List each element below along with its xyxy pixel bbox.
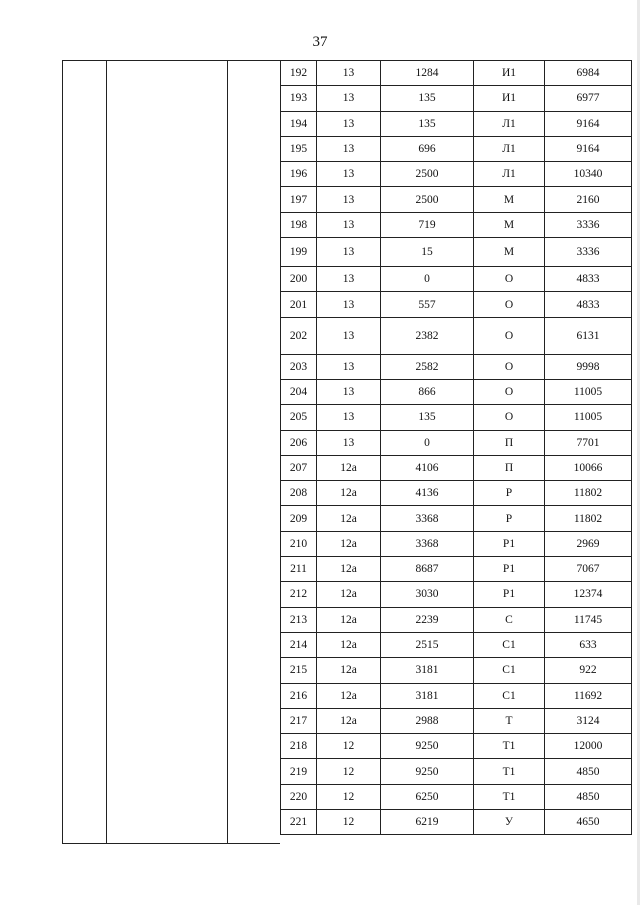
group-cell: 13 [317, 136, 381, 161]
amount-cell: 6984 [545, 61, 632, 86]
code-cell: О [474, 317, 545, 354]
code-cell: Р1 [474, 531, 545, 556]
code-cell: О [474, 267, 545, 292]
table-row [281, 354, 632, 379]
value-cell: 557 [381, 292, 474, 317]
row-number-cell: 207 [281, 455, 317, 480]
code-cell: Л1 [474, 162, 545, 187]
code-cell: Т [474, 708, 545, 733]
value-cell: 2582 [381, 354, 474, 379]
group-cell: 12 [317, 734, 381, 759]
value-cell: 6219 [381, 810, 474, 835]
table-row [281, 430, 632, 455]
amount-cell: 10340 [545, 162, 632, 187]
value-cell: 866 [381, 379, 474, 404]
value-cell: 9250 [381, 734, 474, 759]
group-cell: 13 [317, 212, 381, 237]
table-row [281, 683, 632, 708]
table-row [281, 267, 632, 292]
value-cell: 135 [381, 86, 474, 111]
group-cell: 13 [317, 354, 381, 379]
amount-cell: 11692 [545, 683, 632, 708]
row-number-cell: 220 [281, 784, 317, 809]
amount-cell: 11005 [545, 379, 632, 404]
group-cell: 13 [317, 61, 381, 86]
group-cell: 12а [317, 531, 381, 556]
value-cell: 3181 [381, 658, 474, 683]
value-cell: 2239 [381, 607, 474, 632]
row-number-cell: 194 [281, 111, 317, 136]
row-number-cell: 198 [281, 212, 317, 237]
amount-cell: 9164 [545, 111, 632, 136]
row-number-cell: 206 [281, 430, 317, 455]
code-cell: П [474, 430, 545, 455]
code-cell: С [474, 607, 545, 632]
code-cell: С1 [474, 683, 545, 708]
value-cell: 3030 [381, 582, 474, 607]
value-cell: 1284 [381, 61, 474, 86]
code-cell: О [474, 379, 545, 404]
table-row [281, 405, 632, 430]
row-number-cell: 195 [281, 136, 317, 161]
code-cell: О [474, 354, 545, 379]
code-cell: П [474, 455, 545, 480]
row-number-cell: 202 [281, 317, 317, 354]
table-row [281, 86, 632, 111]
table-row [281, 212, 632, 237]
table-row [281, 136, 632, 161]
table-row [281, 759, 632, 784]
value-cell: 3368 [381, 531, 474, 556]
table-row [281, 632, 632, 657]
code-cell: О [474, 292, 545, 317]
value-cell: 2500 [381, 187, 474, 212]
code-cell: М [474, 187, 545, 212]
value-cell: 9250 [381, 759, 474, 784]
table-row [281, 238, 632, 267]
group-cell: 12 [317, 810, 381, 835]
table-body [281, 61, 632, 835]
column-divider [106, 61, 107, 843]
amount-cell: 11745 [545, 607, 632, 632]
value-cell: 8687 [381, 557, 474, 582]
row-number-cell: 201 [281, 292, 317, 317]
table-row [281, 810, 632, 835]
group-cell: 13 [317, 111, 381, 136]
group-cell: 12а [317, 481, 381, 506]
amount-cell: 12000 [545, 734, 632, 759]
row-number-cell: 197 [281, 187, 317, 212]
table-row [281, 658, 632, 683]
value-cell: 15 [381, 238, 474, 267]
value-cell: 135 [381, 111, 474, 136]
group-cell: 13 [317, 405, 381, 430]
table-row [281, 607, 632, 632]
code-cell: С1 [474, 658, 545, 683]
table-row [281, 292, 632, 317]
value-cell: 2382 [381, 317, 474, 354]
group-cell: 12а [317, 708, 381, 733]
page-number: 37 [312, 34, 328, 50]
value-cell: 0 [381, 267, 474, 292]
table-row [281, 557, 632, 582]
row-number-cell: 210 [281, 531, 317, 556]
value-cell: 4106 [381, 455, 474, 480]
amount-cell: 633 [545, 632, 632, 657]
code-cell: О [474, 405, 545, 430]
code-cell: Л1 [474, 111, 545, 136]
amount-cell: 3336 [545, 238, 632, 267]
amount-cell: 7701 [545, 430, 632, 455]
group-cell: 13 [317, 86, 381, 111]
group-cell: 13 [317, 238, 381, 267]
amount-cell: 922 [545, 658, 632, 683]
amount-cell: 3336 [545, 212, 632, 237]
value-cell: 0 [381, 430, 474, 455]
group-cell: 12а [317, 607, 381, 632]
amount-cell: 4850 [545, 759, 632, 784]
data-table [280, 60, 632, 835]
value-cell: 719 [381, 212, 474, 237]
table-row [281, 582, 632, 607]
row-number-cell: 219 [281, 759, 317, 784]
table-row [281, 162, 632, 187]
table-row [281, 455, 632, 480]
table-row [281, 481, 632, 506]
row-number-cell: 203 [281, 354, 317, 379]
table-row [281, 187, 632, 212]
table-row [281, 317, 632, 354]
row-number-cell: 213 [281, 607, 317, 632]
table-row [281, 61, 632, 86]
row-number-cell: 209 [281, 506, 317, 531]
table-row [281, 734, 632, 759]
code-cell: Т1 [474, 784, 545, 809]
value-cell: 2988 [381, 708, 474, 733]
amount-cell: 2969 [545, 531, 632, 556]
row-number-cell: 192 [281, 61, 317, 86]
code-cell: У [474, 810, 545, 835]
amount-cell: 7067 [545, 557, 632, 582]
amount-cell: 10066 [545, 455, 632, 480]
code-cell: И1 [474, 86, 545, 111]
amount-cell: 4650 [545, 810, 632, 835]
table-row [281, 784, 632, 809]
group-cell: 12 [317, 784, 381, 809]
row-number-cell: 196 [281, 162, 317, 187]
group-cell: 12а [317, 455, 381, 480]
amount-cell: 6131 [545, 317, 632, 354]
table-left-empty-columns [62, 60, 280, 844]
group-cell: 12а [317, 632, 381, 657]
group-cell: 12 [317, 759, 381, 784]
group-cell: 13 [317, 187, 381, 212]
code-cell: Р1 [474, 557, 545, 582]
code-cell: Т1 [474, 759, 545, 784]
group-cell: 12а [317, 506, 381, 531]
column-divider [227, 61, 228, 843]
value-cell: 3368 [381, 506, 474, 531]
row-number-cell: 208 [281, 481, 317, 506]
value-cell: 4136 [381, 481, 474, 506]
group-cell: 13 [317, 292, 381, 317]
amount-cell: 2160 [545, 187, 632, 212]
group-cell: 13 [317, 379, 381, 404]
group-cell: 13 [317, 430, 381, 455]
row-number-cell: 221 [281, 810, 317, 835]
amount-cell: 9164 [545, 136, 632, 161]
amount-cell: 3124 [545, 708, 632, 733]
amount-cell: 4833 [545, 292, 632, 317]
row-number-cell: 215 [281, 658, 317, 683]
amount-cell: 4833 [545, 267, 632, 292]
row-number-cell: 218 [281, 734, 317, 759]
amount-cell: 11802 [545, 506, 632, 531]
value-cell: 2500 [381, 162, 474, 187]
value-cell: 696 [381, 136, 474, 161]
row-number-cell: 211 [281, 557, 317, 582]
amount-cell: 11005 [545, 405, 632, 430]
value-cell: 6250 [381, 784, 474, 809]
code-cell: И1 [474, 61, 545, 86]
row-number-cell: 204 [281, 379, 317, 404]
code-cell: Р1 [474, 582, 545, 607]
value-cell: 135 [381, 405, 474, 430]
group-cell: 12а [317, 582, 381, 607]
table-row [281, 708, 632, 733]
table-row [281, 379, 632, 404]
code-cell: М [474, 238, 545, 267]
row-number-cell: 217 [281, 708, 317, 733]
group-cell: 12а [317, 683, 381, 708]
code-cell: С1 [474, 632, 545, 657]
row-number-cell: 214 [281, 632, 317, 657]
table-row [281, 506, 632, 531]
group-cell: 13 [317, 267, 381, 292]
row-number-cell: 205 [281, 405, 317, 430]
table-row [281, 531, 632, 556]
group-cell: 13 [317, 162, 381, 187]
amount-cell: 11802 [545, 481, 632, 506]
amount-cell: 9998 [545, 354, 632, 379]
group-cell: 13 [317, 317, 381, 354]
table-row [281, 111, 632, 136]
code-cell: М [474, 212, 545, 237]
row-number-cell: 193 [281, 86, 317, 111]
amount-cell: 6977 [545, 86, 632, 111]
row-number-cell: 212 [281, 582, 317, 607]
group-cell: 12а [317, 658, 381, 683]
value-cell: 2515 [381, 632, 474, 657]
code-cell: Р [474, 506, 545, 531]
code-cell: Т1 [474, 734, 545, 759]
group-cell: 12а [317, 557, 381, 582]
row-number-cell: 200 [281, 267, 317, 292]
amount-cell: 4850 [545, 784, 632, 809]
row-number-cell: 216 [281, 683, 317, 708]
value-cell: 3181 [381, 683, 474, 708]
code-cell: Л1 [474, 136, 545, 161]
amount-cell: 12374 [545, 582, 632, 607]
row-number-cell: 199 [281, 238, 317, 267]
code-cell: Р [474, 481, 545, 506]
